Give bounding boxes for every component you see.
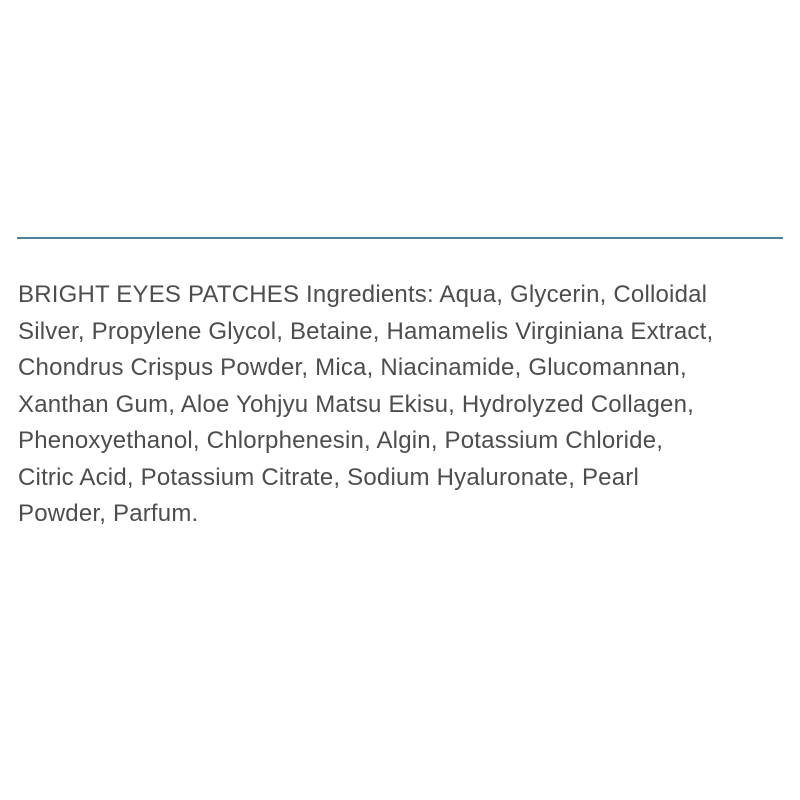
section-divider — [17, 237, 783, 239]
ingredients-line: Citric Acid, Potassium Citrate, Sodium Hyaluronate, Pearl — [18, 463, 639, 491]
ingredients-line: BRIGHT EYES PATCHES Ingredients: Aqua, Glycerin, Colloidal — [18, 281, 708, 308]
ingredients-paragraph — [18, 277, 788, 533]
ingredients-line: Phenoxyethanol, Chlorphenesin, Algin, Potassium Chloride, — [18, 427, 664, 454]
ingredients-line: Xanthan Gum, Aloe Yohjyu Matsu Ekisu, Hydrolyzed Collagen, — [18, 390, 694, 418]
ingredients-line: Chondrus Crispus Powder, Mica, Niacinamide, Glucomannan, — [18, 354, 687, 381]
ingredients-line: Silver, Propylene Glycol, Betaine, Hamamelis Virginiana Extract, — [18, 317, 714, 345]
ingredients-line: Powder, Parfum. — [18, 500, 199, 527]
